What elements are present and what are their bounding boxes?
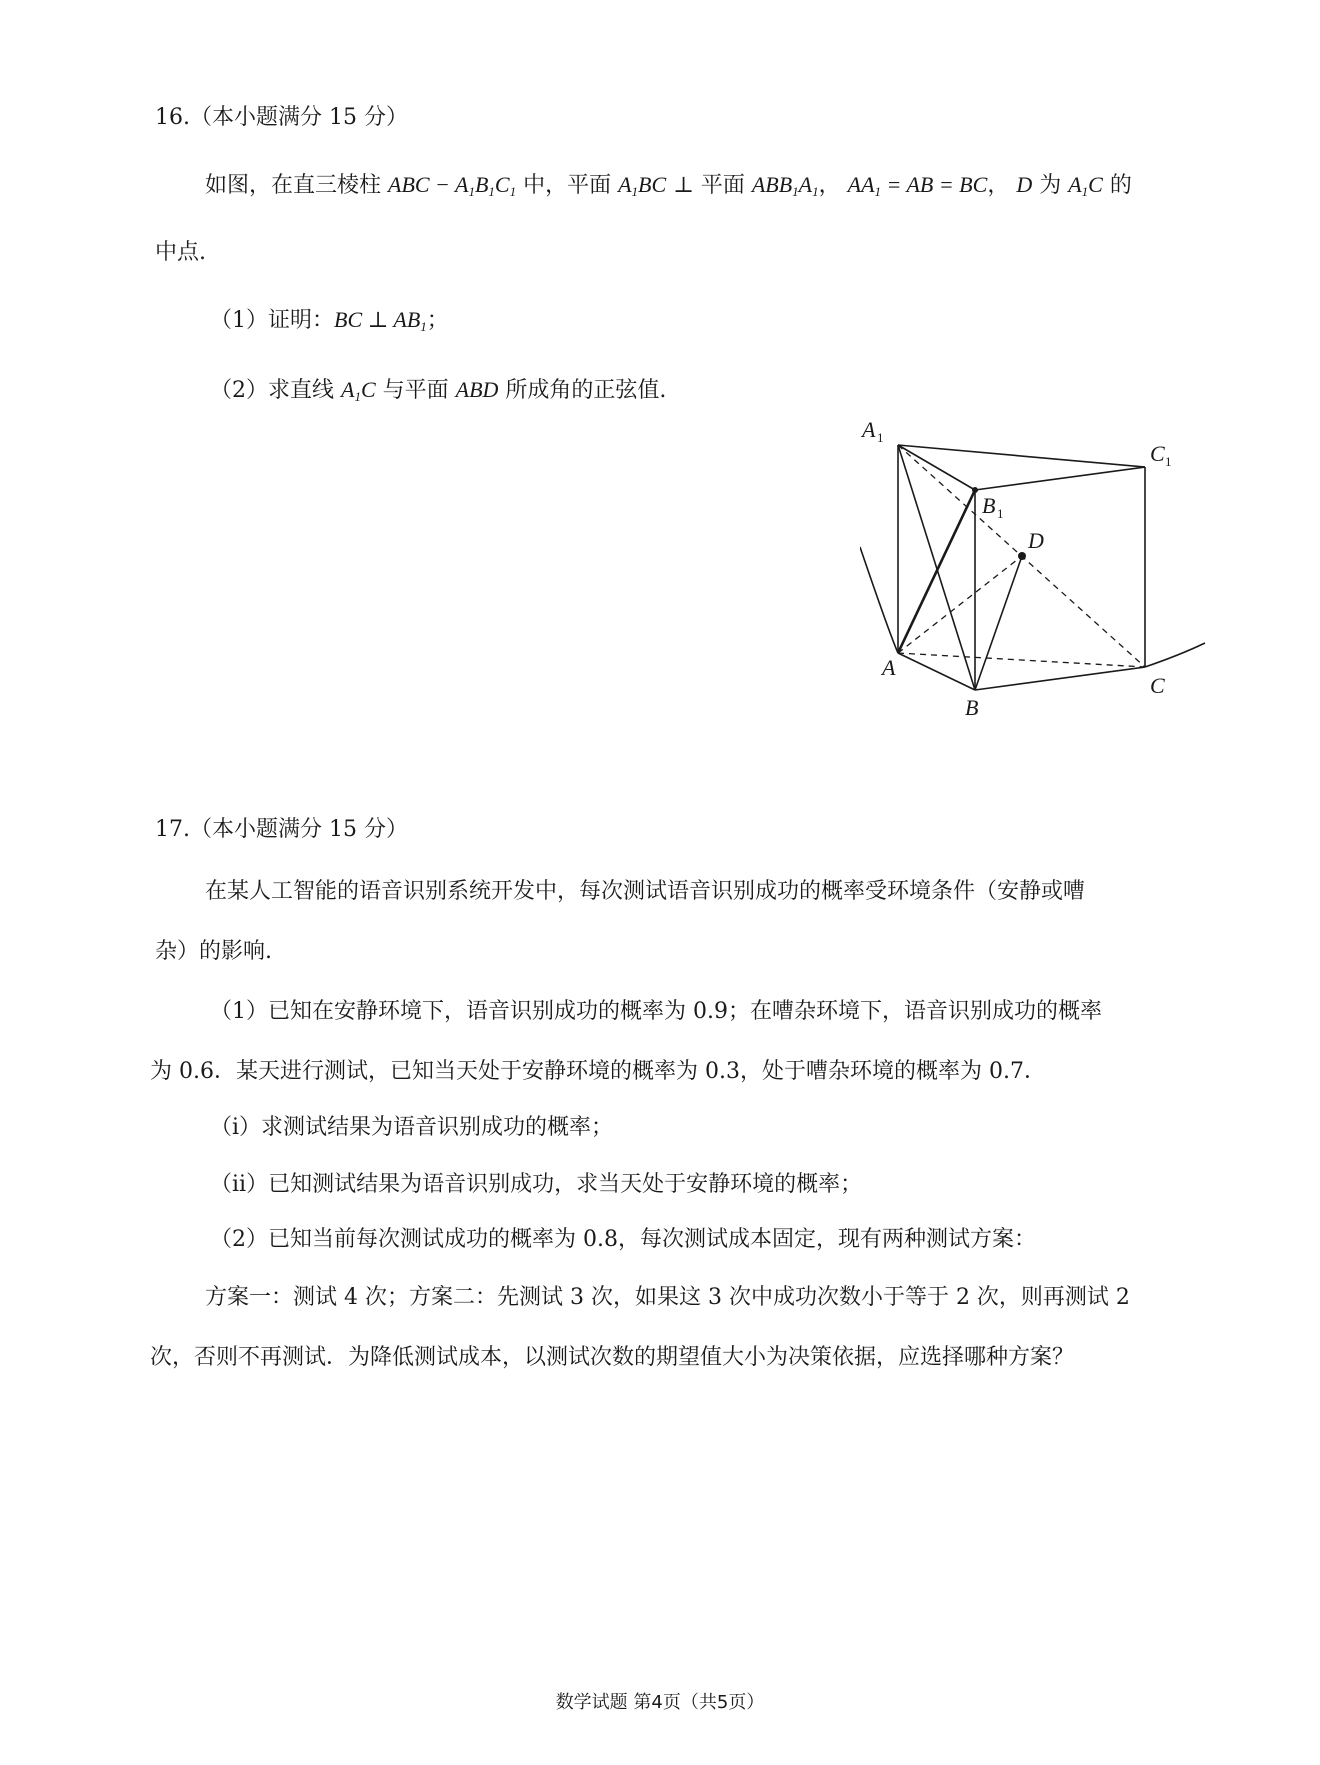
q17-line5: （i）求测试结果为语音识别成功的概率； [210, 1115, 614, 1140]
q16-math: $AA_1$ = AB = BC [847, 172, 988, 199]
q16-text: ⊥ 平面 [666, 173, 752, 198]
label-c: C [1150, 673, 1165, 698]
q17-line7: （2）已知当前每次测试成功的概率为 0.8，每次测试成本固定，现有两种测试方案： [210, 1227, 1036, 1252]
label-b1: B [982, 493, 996, 518]
sketch-curve-left [860, 547, 898, 653]
q16-text: 与平面 [375, 378, 456, 403]
q16-text: 的 [1102, 173, 1132, 198]
q16-statement-line2: 中点. [155, 240, 206, 265]
q17-line2: 杂）的影响. [155, 939, 272, 964]
q16-text: 如图，在直三棱柱 [205, 173, 388, 198]
q17-header: 17.（本小题满分 15 分） [155, 817, 408, 842]
q16-math: $A_1C$ [341, 377, 376, 404]
label-c1: C [1150, 441, 1165, 466]
q16-math: ABC − $A_1B_1C_1$ [388, 172, 517, 199]
label-b1-sub: 1 [997, 506, 1004, 521]
edge-bc [975, 667, 1145, 690]
q16-math: $ABB_1A_1$ [751, 172, 819, 199]
edge-ac-dashed [898, 653, 1145, 667]
label-d: D [1028, 528, 1044, 553]
q16-part2 [210, 375, 666, 412]
q17-line9: 次，否则不再测试．为降低测试成本，以测试次数的期望值大小为决策依据，应选择哪种方案？ [150, 1345, 1075, 1370]
q16-math: ABD [455, 377, 499, 402]
prism-figure [860, 415, 1210, 725]
q16-header: 16.（本小题满分 15 分） [155, 105, 408, 130]
q16-math: D [1016, 172, 1033, 197]
q16-text: 中，平面 [523, 173, 619, 198]
q17-line1: 在某人工智能的语音识别系统开发中，每次测试语音识别成功的概率受环境条件（安静或嘈 [205, 879, 1086, 904]
edge-a1c1 [898, 445, 1145, 467]
q16-text: ， [987, 173, 1010, 198]
edge-ad-dashed [898, 556, 1022, 653]
point-d [1018, 552, 1026, 560]
q16-text: 为 [1032, 173, 1069, 198]
q17-line4: 为 0.6．某天进行测试，已知当天处于安静环境的概率为 0.3，处于嘈杂环境的概率为 0.7． [150, 1059, 1046, 1084]
q16-math: $A_1BC$ [618, 172, 667, 199]
label-a1: A [862, 417, 876, 442]
label-b: B [965, 695, 979, 720]
q16-text: ， [818, 173, 841, 198]
q16-statement-line1 [205, 170, 1132, 207]
q17-line8: 方案一：测试 4 次；方案二：先测试 3 次，如果这 3 次中成功次数小于等于 2 次，则再测试 2 [205, 1285, 1130, 1310]
sketch-curve-right [1145, 643, 1205, 667]
q16-text: （1）证明： [210, 308, 334, 333]
label-a1-sub: 1 [877, 430, 884, 445]
edge-bd [975, 556, 1022, 690]
label-c1-sub: 1 [1165, 454, 1172, 469]
q16-text: 所成角的正弦值. [498, 378, 667, 403]
label-a: A [882, 655, 896, 680]
edge-ab [898, 653, 975, 690]
point-b1 [972, 487, 978, 493]
edge-b1c1 [975, 467, 1145, 490]
edge-ab1 [898, 490, 975, 653]
q16-part1 [210, 305, 449, 342]
q17-line3: （1）已知在安静环境下，语音识别成功的概率为 0.9；在嘈杂环境下，语音识别成功的概率 [210, 999, 1102, 1024]
q16-text: ； [426, 308, 449, 333]
page-footer: 数学试题 第4页（共5页） [555, 1692, 765, 1713]
q16-math: BC ⊥ $AB_1$ [334, 307, 427, 334]
q16-math: $A_1C$ [1068, 172, 1103, 199]
q17-line6: （ii）已知测试结果为语音识别成功，求当天处于安静环境的概率； [210, 1172, 863, 1197]
q16-text: （2）求直线 [210, 378, 341, 403]
